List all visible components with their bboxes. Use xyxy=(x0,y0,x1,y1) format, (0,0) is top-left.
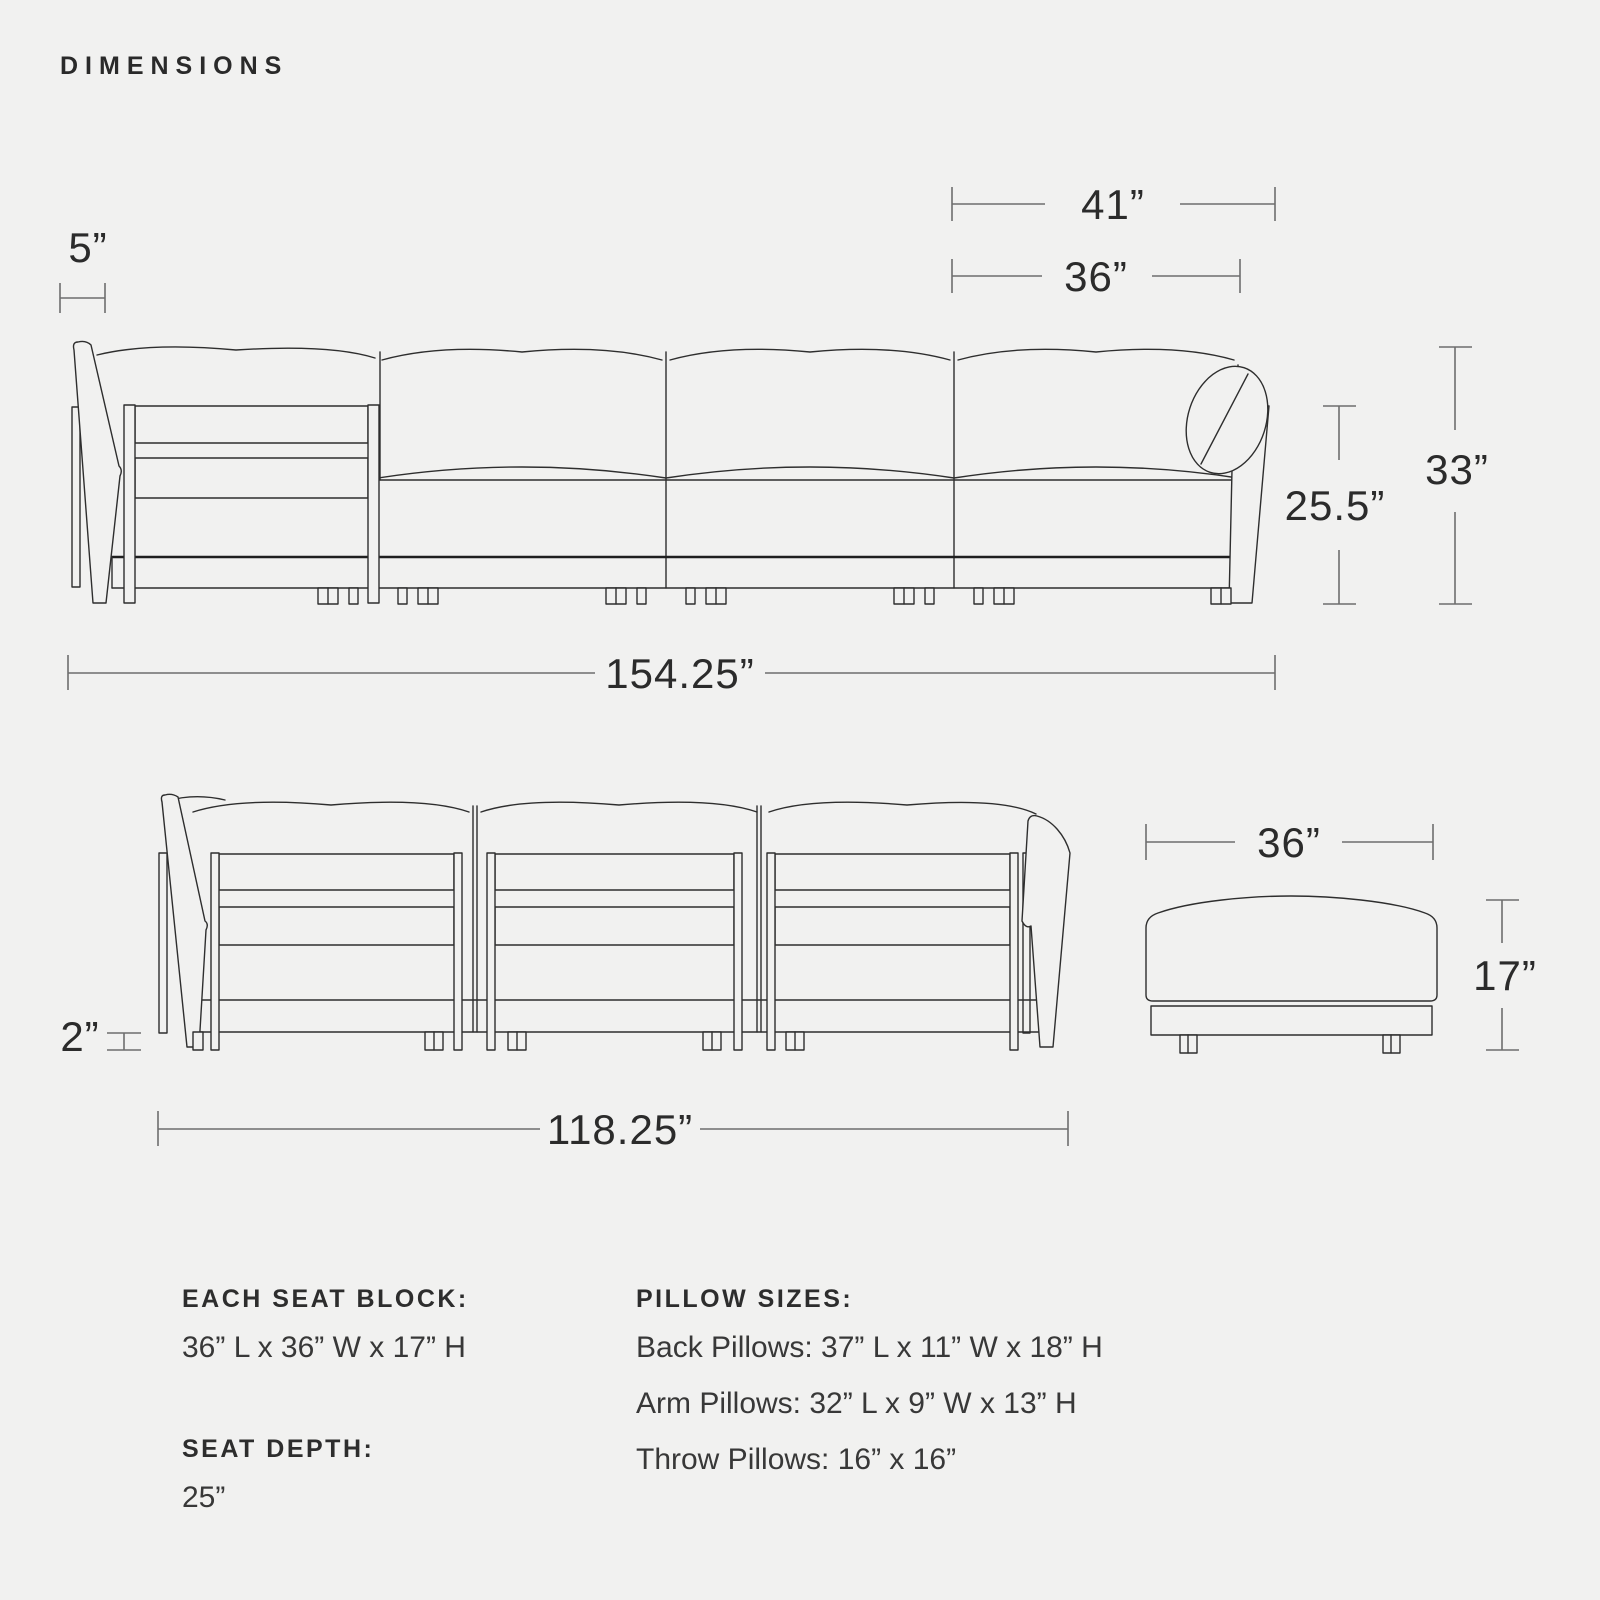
bolster-pillow xyxy=(1173,356,1281,485)
seat-depth-value: 25” xyxy=(182,1481,226,1514)
dimension-seat-height xyxy=(1285,406,1386,604)
page-title: DIMENSIONS xyxy=(60,52,289,80)
dimension-label-back-overall-width: 118.25” xyxy=(546,1106,694,1153)
dimension-seat-width xyxy=(952,253,1240,300)
corner-back-panel xyxy=(72,407,80,587)
front-view-drawing xyxy=(72,341,1281,604)
dimension-ottoman-width xyxy=(1146,819,1433,866)
ottoman-legs xyxy=(1180,1035,1400,1053)
seat-depth-label: SEAT DEPTH: xyxy=(182,1435,375,1463)
back-view-drawing xyxy=(159,794,1070,1050)
dimension-label-end-seat-with-arm: 41” xyxy=(1081,181,1145,228)
seat-block-label: EACH SEAT BLOCK: xyxy=(182,1285,469,1313)
arm-pillows-value: Arm Pillows: 32” L x 9” W x 13” H xyxy=(636,1387,1077,1420)
dimension-label-overall-height: 33” xyxy=(1425,446,1489,493)
dimension-ottoman-height xyxy=(1473,900,1537,1050)
dimension-label-arm-width: 5” xyxy=(68,224,108,271)
back-left-arm xyxy=(161,794,207,1047)
front-corner-frame xyxy=(124,405,379,603)
pillow-sizes-label: PILLOW SIZES: xyxy=(636,1285,854,1313)
dimension-overall-height xyxy=(1425,347,1489,604)
dimension-label-seat-width: 36” xyxy=(1064,253,1128,300)
seat-block-value: 36” L x 36” W x 17” H xyxy=(182,1331,466,1364)
back-left-panel xyxy=(159,853,167,1033)
back-pillows-value: Back Pillows: 37” L x 11” W x 18” H xyxy=(636,1331,1103,1364)
throw-pillows-value: Throw Pillows: 16” x 16” xyxy=(636,1443,957,1476)
dimension-end-seat-with-arm xyxy=(952,181,1275,228)
dimension-label-ottoman-height: 17” xyxy=(1473,952,1537,999)
front-legs xyxy=(318,588,1231,604)
ottoman-cushion xyxy=(1146,896,1437,1001)
dimension-leg-height xyxy=(60,1013,141,1060)
front-seat-cushions xyxy=(378,467,1238,478)
back-frame-rails xyxy=(219,854,1010,945)
dimension-label-leg-height: 2” xyxy=(60,1013,100,1060)
ottoman-base xyxy=(1151,1006,1432,1035)
ottoman-drawing xyxy=(1146,896,1437,1053)
back-base xyxy=(189,1000,1049,1032)
back-cushion-tops xyxy=(167,797,1036,814)
dimension-overall-width xyxy=(68,650,1275,697)
dimension-label-ottoman-width: 36” xyxy=(1257,819,1321,866)
dimension-back-overall-width xyxy=(158,1106,1068,1153)
dimension-label-seat-height: 25.5” xyxy=(1284,482,1386,529)
dimension-arm-width xyxy=(60,224,108,313)
dimension-label-overall-width: 154.25” xyxy=(605,650,755,697)
back-legs xyxy=(193,1032,804,1050)
